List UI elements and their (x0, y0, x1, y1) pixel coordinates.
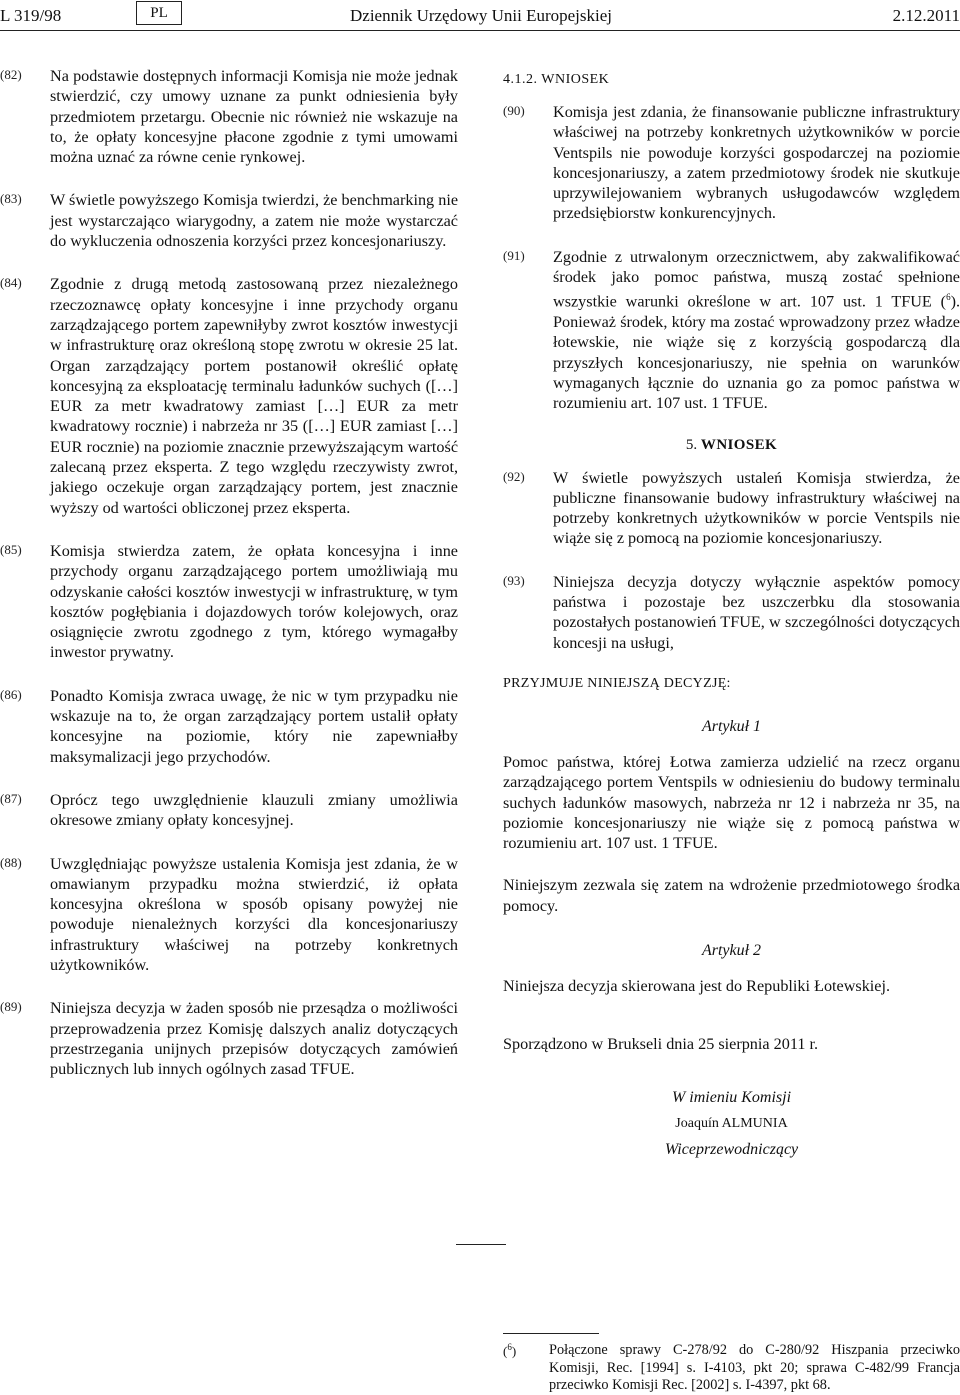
footnote-mark: ($^6$) (503, 1342, 517, 1359)
language-badge: PL (136, 1, 182, 25)
signature-for: W imieniu Komisji (671, 1088, 792, 1106)
paragraph-text: Niniejsza decyzja w żaden sposób nie przesądza o możliwości przeprowadzenia przez Komisję dalszych analiz dotyczących przestrzegania unijnych przepisów dotyczących zamówień publicznych lub innych ogólnych zasad TFUE. (50, 999, 458, 1079)
paragraph-93 (503, 572, 960, 653)
signatory-name: Joaquín ALMUNIA (675, 1115, 788, 1131)
paragraph-number: (82) (0, 67, 22, 82)
article-1-paragraph-1: Pomoc państwa, której Łotwa zamierza udzielić na rzecz organu zarządzającego portem Ventspils w odniesieniu do budowy terminalu suchych ładunków masowych, nabrzeża nr 12 i nabrzeża nr 35, na poziomie koncesjonariuszy nie wiąże się z pomocą państwa w rozumieniu art. 107 ust. 1 TFUE. (503, 752, 960, 853)
section-title: WNIOSEK (700, 436, 778, 453)
paragraph-89 (0, 998, 458, 1079)
paragraph-text: Ponadto Komisja zwraca uwagę, że nic w tym przypadku nie wskazuje na to, że organ zarządzający portem ustalił opłaty koncesyjne na poziomie, który nie zapewniałby maksymalizacji jego przychodów. (50, 686, 458, 766)
paragraph-text (553, 247, 960, 414)
paragraph-text: Niniejsza decyzja dotyczy wyłącznie aspektów pomocy państwa i pozostaje bez uszczerbku dla stosowania pozostałych postanowień TFUE, w szczególności dotyczących koncesji na usługi, (553, 572, 960, 652)
decision-heading: PRZYJMUJE NINIEJSZĄ DECYZJĘ: (503, 675, 731, 691)
paragraph-number: (85) (0, 541, 22, 557)
paragraph-text: W świetle powyższego Komisja twierdzi, że benchmarking nie jest wystarczająco wiarygodny, a zatem nie może wystarczać do wykluczenia odnoszenia korzyści przez koncesjonariuszy. (50, 191, 458, 251)
paragraph-text: Oprócz tego uwzględnienie klauzuli zmiany umożliwia okresowe zmiany opłaty koncesyjnej. (50, 790, 458, 830)
paragraph-number: (86) (0, 686, 22, 702)
paragraph-text: W świetle powyższych ustaleń Komisja stwierdza, że publiczne finansowanie budowy infrastruktury właściwej na potrzeby konkretnych użytkowników w porcie Ventspils nie wiąże się z pomocą na poziomie koncesjonariuszy. (553, 468, 960, 548)
paragraph-82 (0, 66, 458, 167)
paragraph-92 (503, 468, 960, 549)
end-rule (456, 1244, 506, 1245)
article-2-title: Artykuł 2 (701, 942, 762, 959)
paragraph-number: (91) (503, 247, 525, 263)
signature-block (503, 1085, 960, 1163)
page-header (0, 0, 960, 30)
footnote-6 (503, 1342, 960, 1395)
signatory-role: Wiceprzewodniczący (664, 1140, 799, 1158)
paragraph-86 (0, 686, 458, 767)
paragraph-text-part: ). Ponieważ środek, który ma zostać wprowadzony przez władze łotewskie, nie wiąże się z korzyścią gospodarczą dla przyszłych koncesjonariuszy, nie spełnia on warunków wymaganych łącznie do uznania go za pomoc państwa w rozumieniu art. 107 ust. 1 TFUE. (553, 292, 960, 413)
page-number: L 319/98 (0, 6, 62, 25)
paragraph-number: (90) (503, 103, 525, 118)
paragraph-text: Zgodnie z drugą metodą zastosowaną przez niezależnego rzeczoznawcę opłaty koncesyjne i inne przychody organu zarządzającego portem zapewniłyby zwrot kosztów inwestycji w infrastrukturę oraz określoną stopę zwrotu w okresie 25 lat. Organ zarządzający portem postanowił określić opłatę koncesyjną za eksploatację terminalu ładunków suchych ([…] EUR za metr kwadratowy zamiast […] EUR za metr kwadratowy rocznie) i nabrzeża nr 35 ([…] EUR zamiast […] EUR rocznie) na poziomie znacznie przewyższającym wartość zalecaną przez eksperta. Z tego względu rzeczywisty zwrot, jakiego oczekuje organ zarządzający portem, jest znacznie wyższy od wartości obliczonej przez eksperta. (50, 275, 458, 517)
right-column (503, 66, 960, 1163)
paragraph-number: (93) (503, 572, 525, 588)
paragraph-number: (84) (0, 275, 22, 291)
paragraph-text-part: Zgodnie z utrwalonym orzecznictwem, aby zakwalifikować środek jako pomoc państwa, muszą zostać spełnione wszystkie warunki określone w art. 107 ust. 1 TFUE ( (553, 247, 960, 311)
paragraph-number: (89) (0, 999, 22, 1015)
header-rule (0, 30, 960, 31)
section-heading-5 (503, 437, 960, 454)
section-heading-4-1-2: 4.1.2. WNIOSEK (503, 72, 610, 87)
footnote-text: Połączone sprawy C-278/92 do C-280/92 Hiszpania przeciwko Komisji, Rec. [1994] s. I-4103, pkt 20; sprawa C-482/99 Francja przeciwko Komisji Rec. [2002] s. I-4397, pkt 68. (549, 1342, 960, 1393)
paragraph-number: (88) (0, 854, 22, 870)
issue-date: 2.12.2011 (892, 6, 960, 25)
done-at: Sporządzono w Brukseli dnia 25 sierpnia 2011 r. (503, 1035, 818, 1054)
paragraph-88 (0, 854, 458, 976)
article-2-paragraph-1: Niniejsza decyzja skierowana jest do Republiki Łotewskiej. (503, 977, 891, 995)
left-column (0, 66, 458, 1102)
paragraph-91 (503, 247, 960, 414)
article-1-title: Artykuł 1 (701, 717, 762, 735)
footnote-reference[interactable]: 6 (946, 292, 951, 303)
paragraph-84 (0, 274, 458, 518)
article-1-paragraph-2: Niniejszym zezwala się zatem na wdrożenie przedmiotowego środka pomocy. (503, 876, 960, 915)
paragraph-number: (87) (0, 790, 22, 806)
paragraph-text: Komisja stwierdza zatem, że opłata koncesyjna i inne przychody organu zarządzającego portem umożliwiają mu odzyskanie całości kosztów inwestycji w infrastrukturę, w tym kosztów pogłębiania i dojazdowych torów kolejowych, oraz osiągnięcie zwrotu zgodnego z tym, którego wymagałby inwestor prywatny. (50, 541, 458, 662)
footnote-rule (503, 1333, 599, 1334)
paragraph-text: Komisja jest zdania, że finansowanie publiczne infrastruktury właściwej na potrzeby konkretnych użytkowników w porcie Ventspils nie powoduje korzyści gospodarczej na poziomie koncesjonariuszy, a zatem przedmiotowy środek nie skutkuje uprzywilejowaniem wybranych usługodawców względem przedsiębiorstw konkurencyjnych. (553, 103, 960, 223)
paragraph-number: (83) (0, 191, 22, 207)
paragraph-90 (503, 102, 960, 224)
paragraph-text: Uwzględniając powyższe ustalenia Komisja jest zdania, że w omawianym przypadku można stwierdzić, iż opłata koncesyjna określona w sposób opisany powyżej nie powoduje nienależnych korzyści dla koncesjonariuszy infrastruktury właściwej na potrzeby konkretnych użytkowników. (50, 854, 458, 974)
paragraph-83 (0, 190, 458, 251)
section-number: 5. (685, 436, 698, 453)
journal-title: Dziennik Urzędowy Unii Europejskiej (350, 6, 613, 25)
paragraph-number: (92) (503, 468, 525, 484)
paragraph-87 (0, 790, 458, 831)
paragraph-text: Na podstawie dostępnych informacji Komisja nie może jednak stwierdzić, czy umowy uznane za punkt odniesienia były przedmiotem przetargu. Obecnie nic również nie wskazuje na to, że opłaty koncesyjne płacone zgodnie z tymi umowami można uznać za równe cenie rynkowej. (50, 67, 458, 167)
paragraph-85 (0, 541, 458, 663)
